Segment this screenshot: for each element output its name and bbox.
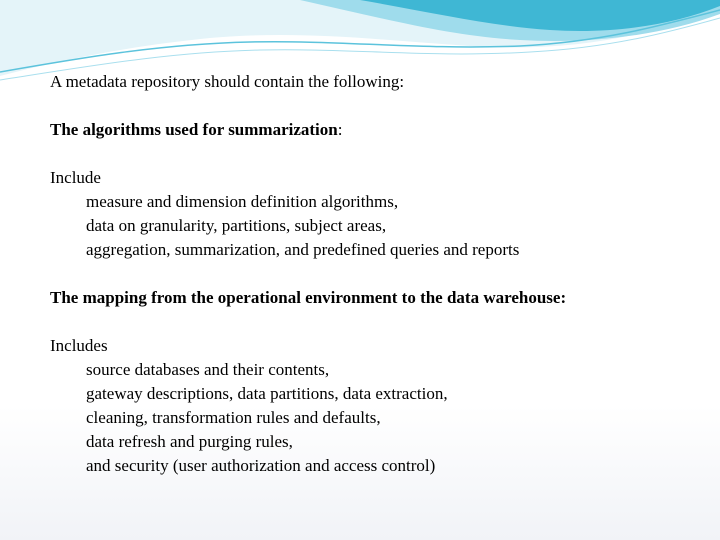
section2-item: data refresh and purging rules, bbox=[86, 432, 293, 451]
section1-item: data on granularity, partitions, subject areas, bbox=[86, 216, 387, 235]
section1-item: aggregation, summarization, and predefined queries and reports bbox=[86, 240, 520, 259]
section1-heading: The algorithms used for summarization bbox=[50, 120, 338, 139]
section1-heading-line bbox=[50, 118, 690, 142]
slide-body bbox=[50, 70, 690, 478]
section2-lead: Includes bbox=[50, 336, 108, 355]
section1-lead: Include bbox=[50, 168, 101, 187]
section2-item: and security (user authorization and access control) bbox=[86, 456, 436, 475]
intro-text: A metadata repository should contain the following: bbox=[50, 72, 405, 91]
section2-heading: The mapping from the operational environment to the data warehouse: bbox=[50, 288, 567, 307]
section1-heading-colon: : bbox=[337, 120, 343, 139]
section2-item: cleaning, transformation rules and defaults, bbox=[86, 408, 381, 427]
section2-item: gateway descriptions, data partitions, data extraction, bbox=[86, 384, 448, 403]
section2-item: source databases and their contents, bbox=[86, 360, 330, 379]
section1-item: measure and dimension definition algorithms, bbox=[86, 192, 399, 211]
